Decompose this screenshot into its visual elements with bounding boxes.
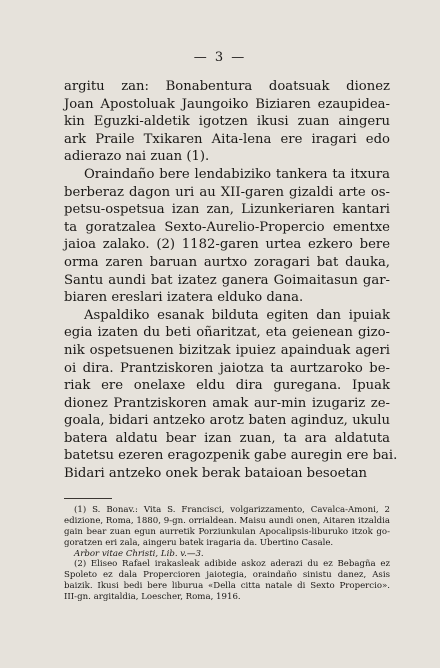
page-number: — 3 — xyxy=(193,50,247,65)
text-line: Santu aundi bat izatez ganera Goimaitasun gar- xyxy=(64,272,390,288)
text-line: batera aldatu bear izan zuan, ta ara aldatuta xyxy=(64,430,390,446)
text-line: Aspaldiko esanak bilduta egiten dan ipuiak xyxy=(84,307,390,323)
footnote-line: Spoleto ez dala Propercioren jaiotegia, oraindaño sinistu danez, Asis xyxy=(64,570,390,581)
footnotes xyxy=(64,505,390,603)
body-text xyxy=(64,78,398,483)
footnote-line: III-gn. argitaldia, Loescher, Roma, 1916. xyxy=(64,592,241,603)
text-line: petsu-ospetsua izan zan, Lizunkeriaren kantari xyxy=(64,202,390,218)
text-line: biaren ereslari izatera elduko dana. xyxy=(64,290,304,306)
text-line: nik ospetsuenen bizitzak ipuiez apainduak ageri xyxy=(64,342,390,358)
text-line: dionez Prantziskoren amak aur-min izugariz ze- xyxy=(64,395,390,411)
text-line: adierazo nai zuan (1). xyxy=(64,149,210,165)
text-line: riak ere onelaxe eldu dira guregana. Ipuak xyxy=(64,378,390,394)
text-line: goala, bidari antzeko arotz baten aginduz, ukulu xyxy=(64,413,390,429)
text-line: batetsu ezeren eragozpenik gabe auregin ere bai. xyxy=(64,448,398,464)
text-line: ark Praile Txikaren Aita-lena ere iragari edo xyxy=(64,131,390,147)
text-line: orma zaren baruan aurtxo zoragari bat dauka, xyxy=(64,254,390,270)
text-line: egia izaten du beti oñaritzat, eta geienean gizo- xyxy=(64,325,390,341)
text-line: argitu zan: Bonabentura doatsuak dionez xyxy=(64,79,390,94)
text-line: kin Eguzki-aldetik igotzen ikusi zuan aingeru xyxy=(64,114,390,130)
footnote-line: goratzen eri zala, aingeru batek iragaria da. Ubertino Casale. xyxy=(64,537,334,548)
footnote-line: gain bear zuan egun aurretik Porziunkulan Apocalipsis-liburuko itzok go- xyxy=(64,526,390,537)
text-line: Joan Apostoluak Jaungoiko Biziaren ezaupidea- xyxy=(64,96,390,112)
text-line: Bidari antzeko onek berak bataioan besoetan xyxy=(64,466,368,482)
text-line: oi dira. Prantziskoren jaiotza ta aurtzaroko be- xyxy=(64,360,390,376)
footnote-divider xyxy=(64,498,112,499)
footnote-line: (2) Eliseo Rafael irakasleak adibide askoz aderazi du ez Bebagña ez xyxy=(74,559,390,570)
footnote-line: Arbor vitae Christi, Lib. v.—3. xyxy=(74,548,204,559)
footnote-line: (1) S. Bonav.: Vita S. Francisci, volgarizzamento, Cavalca-Amoni, 2 xyxy=(74,505,390,515)
footnote-line: baizik. Ikusi bedi bere liburua «Della citta natale di Sexto Propercio». xyxy=(64,581,390,592)
text-line: ta goratzalea Sexto-Aurelio-Propercio ementxe xyxy=(64,219,390,235)
text-line: Oraindaño bere lendabiziko tankera ta itxura xyxy=(84,166,390,182)
footnote-line: edizione, Roma, 1880, 9-gn. orrialdean. Maisu aundi onen, Aitaren itzaldia xyxy=(64,515,390,526)
text-line: berberaz dagon uri au XII-garen gizaldi arte os- xyxy=(64,184,390,200)
text-line: jaioa zalako. (2) 1182-garen urtea ezkero bere xyxy=(64,237,390,253)
